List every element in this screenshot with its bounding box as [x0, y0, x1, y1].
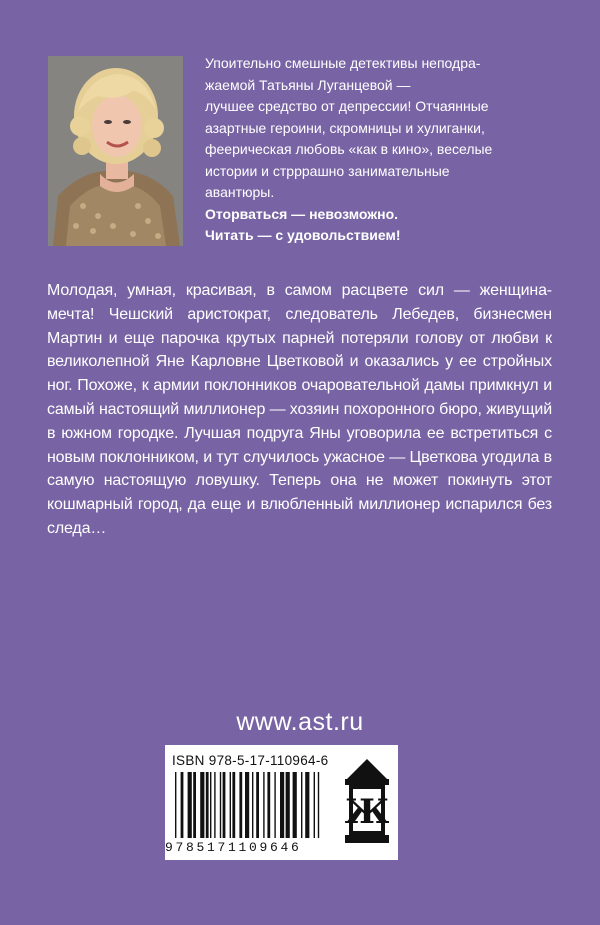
blurb-bold-line: Читать — с удовольствием!: [205, 227, 401, 243]
barcode-bar: [301, 772, 302, 838]
barcode-bar: [214, 772, 215, 838]
publisher-website: www.ast.ru: [236, 708, 364, 736]
book-description: Молодая, умная, красивая, в самом расцвете сил — женщина-мечта! Чешский аристократ, следователь Лебедев, бизнесмен Мартин и еще парочка крутых парней потеряли голову от любви к великолепной Яне Карловне Цветковой и оказались у ее стройных ног. Похоже, к армии поклонников очаровательной дамы примкнул и самый настоящий миллионер — хозяин похоронного бюро, живущий в южном городке. Лучшая подруга Яны уговорила ее встретиться с новым поклонником, и тут случилось ужасное — Цветкова угодила в самую настоящую ловушку. Теперь она не может покинуть этот кошмарный город, да еще и влюбленный миллионер испарился без следа…: [47, 282, 552, 537]
barcode-bar: [210, 772, 211, 838]
barcode-bar: [206, 772, 209, 838]
barcode-bar: [286, 772, 290, 838]
author-photo: [48, 56, 183, 246]
barcode-digits: 9785171109646: [165, 840, 302, 855]
blurb-line: лучшее средство от депрессии! Отчаянные: [205, 98, 489, 114]
barcode-bar: [256, 772, 259, 838]
isbn-number: ISBN 978-5-17-110964-6: [172, 753, 329, 768]
barcode-bar: [318, 772, 319, 838]
barcode-bar: [274, 772, 275, 838]
author-blurb: [205, 53, 565, 247]
barcode-graphic: [173, 772, 341, 842]
barcode-bar: [175, 772, 176, 838]
lantern-logo-icon: [343, 757, 391, 847]
barcode-bar: [305, 772, 309, 838]
barcode-bar: [181, 772, 184, 838]
blurb-line: феерическая любовь «как в кино», веселые: [205, 141, 493, 157]
barcode-bar: [200, 772, 204, 838]
blurb-line: истории и стрррашно занимательные: [205, 162, 450, 179]
blurb-bold-line: Оторваться — невозможно.: [205, 205, 399, 222]
barcode-bar: [293, 772, 297, 838]
barcode-bar: [230, 772, 231, 838]
author-portrait-image: [48, 56, 183, 246]
barcode-panel: [165, 745, 398, 860]
barcode-bar: [245, 772, 249, 838]
barcode-bar: [314, 772, 315, 838]
barcode-bar: [267, 772, 270, 838]
barcode-bar: [263, 772, 264, 838]
blurb-line: азартные героини, скромницы и хулиганки,: [205, 119, 485, 136]
barcode-bar: [220, 772, 221, 838]
barcode-bar: [239, 772, 242, 838]
barcode-bar: [252, 772, 253, 838]
barcode-bar: [232, 772, 235, 838]
blurb-line: авантюры.: [205, 184, 275, 200]
svg-text:Ж: Ж: [344, 792, 390, 832]
barcode-bar: [280, 772, 284, 838]
barcode-bars: [173, 772, 341, 842]
barcode-bar: [193, 772, 196, 838]
blurb-line: Упоительно смешные детективы неподра-: [205, 55, 481, 71]
barcode-bar: [223, 772, 226, 838]
barcode-bar: [188, 772, 192, 838]
blurb-line: жаемой Татьяны Луганцевой —: [205, 76, 411, 93]
